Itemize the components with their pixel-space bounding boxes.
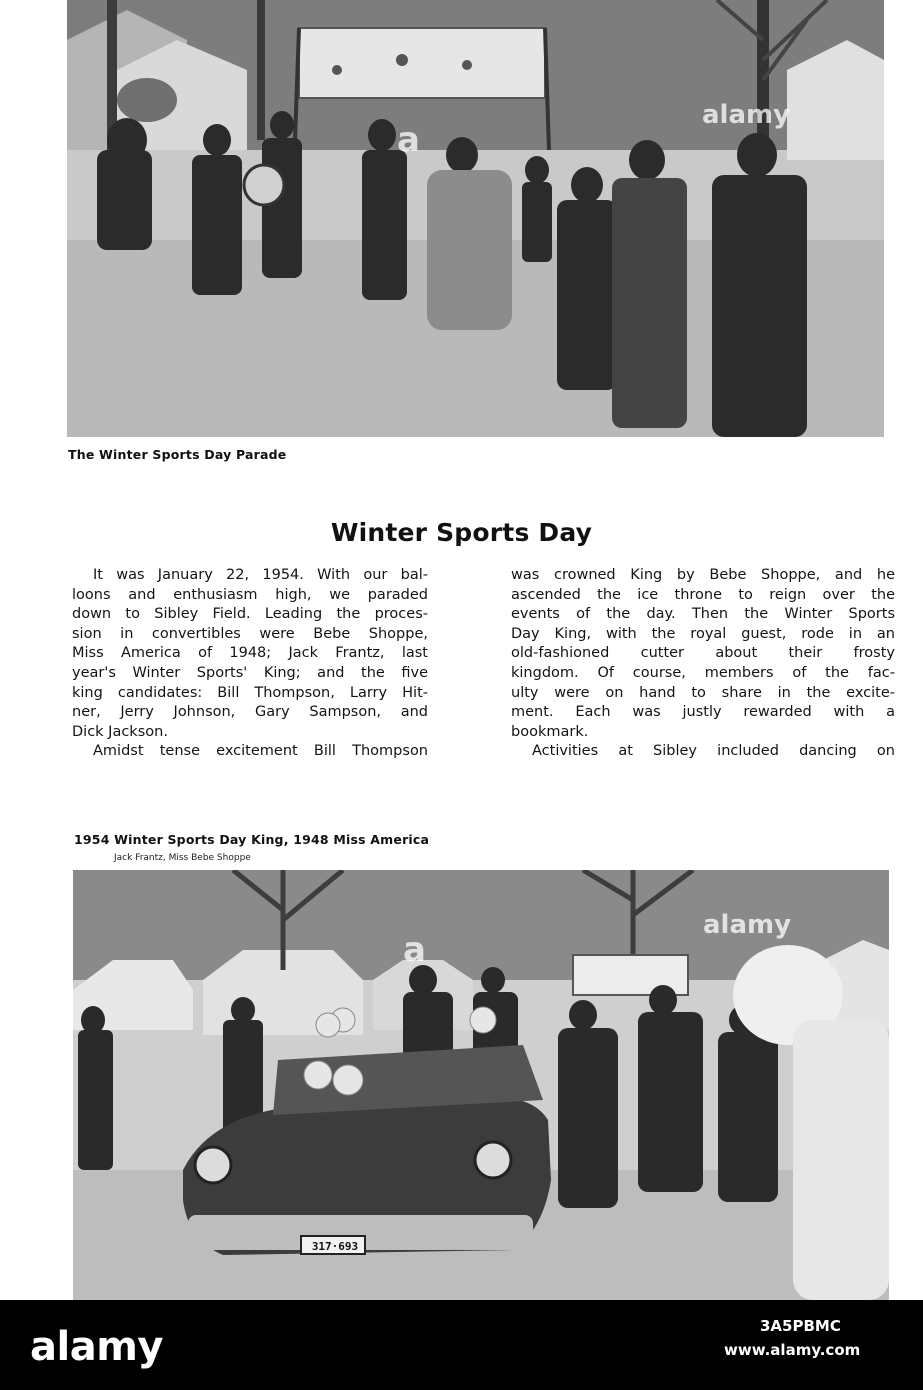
king-subcaption: Jack Frantz, Miss Bebe Shoppe <box>114 853 251 863</box>
article-line: kingdom. Of course, members of the fac- <box>511 664 895 681</box>
article-line: Activities at Sibley included dancing on <box>532 743 895 760</box>
article-column-1 <box>72 566 428 762</box>
article-line: ner, Jerry Johnson, Gary Sampson, and <box>72 704 428 721</box>
footer-url: www.alamy.com <box>724 1341 861 1359</box>
stock-footer <box>0 1300 923 1390</box>
watermark-alamy-icon: alamy <box>703 910 792 940</box>
footer-brand-logo: alamy <box>30 1324 163 1370</box>
article-line: ulty were on hand to share in the excite- <box>511 684 895 701</box>
article-line: king candidates: Bill Thompson, Larry Hit- <box>72 684 428 701</box>
article-line: events of the day. Then the Winter Sports <box>511 606 895 623</box>
license-plate: 317·693 <box>311 1240 359 1253</box>
article-line: bookmark. <box>511 723 589 740</box>
watermark-a-icon: a <box>403 930 426 970</box>
article-line: down to Sibley Field. Leading the proces- <box>72 606 428 623</box>
article-line: ment. Each was justly rewarded with a <box>511 704 895 721</box>
article-line: Day King, with the royal guest, rode in an <box>511 625 895 642</box>
king-photo <box>73 870 889 1300</box>
article-line: Amidst tense excitement Bill Thompson <box>93 743 428 760</box>
footer-image-id: 3A5PBMC <box>760 1317 841 1335</box>
king-caption: 1954 Winter Sports Day King, 1948 Miss America <box>74 832 430 847</box>
parade-photo-illustration <box>67 0 884 437</box>
article-line: It was January 22, 1954. With our bal- <box>93 567 428 583</box>
article-column-2 <box>511 566 895 762</box>
parade-photo <box>67 0 884 437</box>
article-line: was crowned King by Bebe Shoppe, and he <box>511 567 895 583</box>
article-line: loons and enthusiasm high, we paraded <box>72 586 428 603</box>
article-line: Dick Jackson. <box>72 723 168 740</box>
article-line: ascended the ice throne to reign over the <box>511 586 895 603</box>
article-line: old-fashioned cutter about their frosty <box>511 645 895 662</box>
article-title: Winter Sports Day <box>330 518 593 547</box>
article-line: year's Winter Sports' King; and the five <box>72 664 428 681</box>
watermark-a-icon: a <box>397 120 420 160</box>
watermark-alamy-icon: alamy <box>702 100 791 130</box>
article-line: sion in convertibles were Bebe Shoppe, <box>72 625 428 642</box>
article-line: Miss America of 1948; Jack Frantz, last <box>72 645 428 662</box>
parade-caption: The Winter Sports Day Parade <box>68 447 287 462</box>
